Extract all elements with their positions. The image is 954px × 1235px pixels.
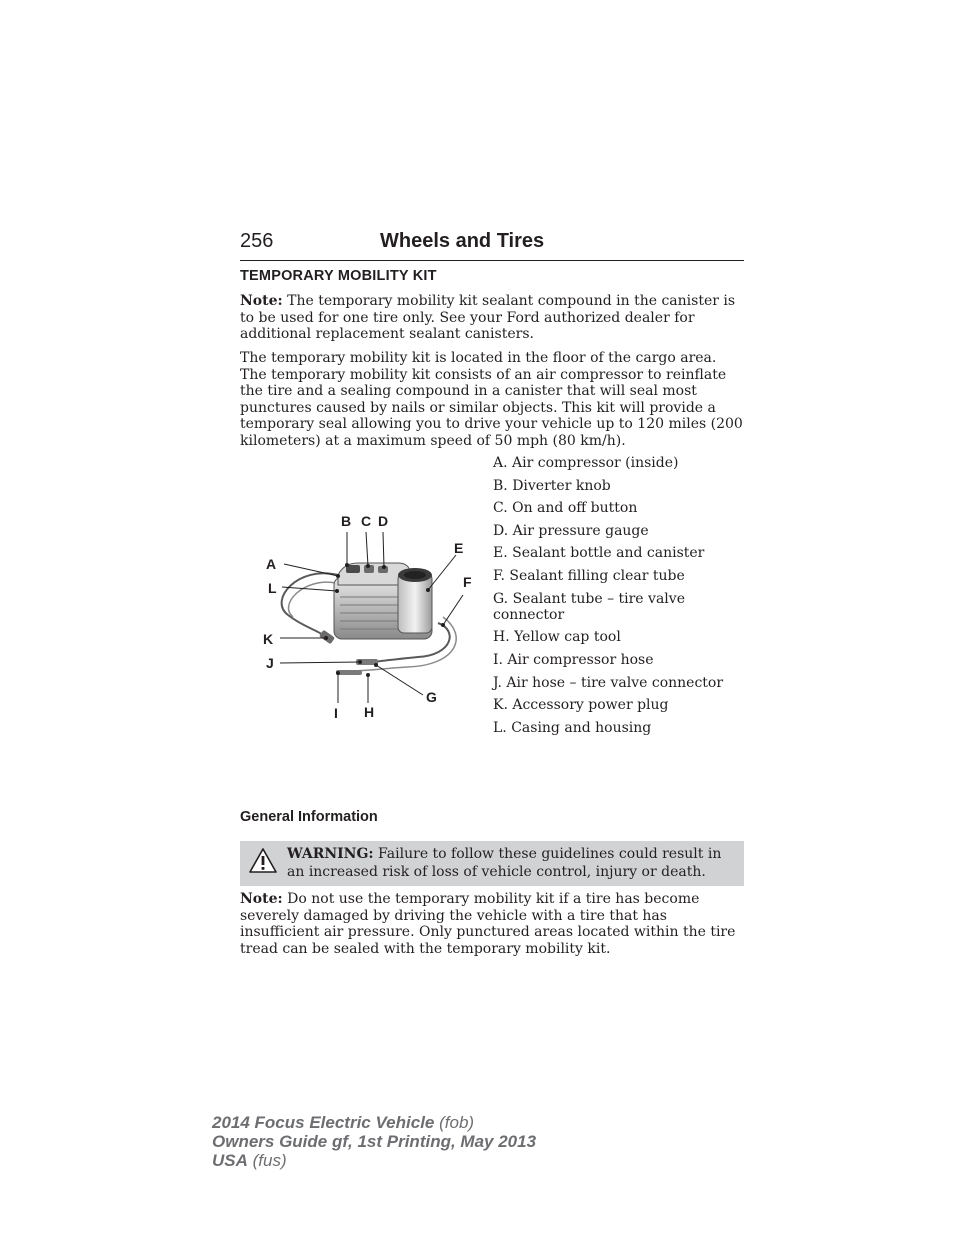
callout-d: D <box>378 513 389 529</box>
callout-l: L <box>268 580 277 596</box>
warning-label: WARNING: <box>287 846 374 862</box>
legend-item: E. Sealant bottle and canister <box>493 545 705 561</box>
section-title: TEMPORARY MOBILITY KIT <box>240 268 437 284</box>
legend-item: L. Casing and housing <box>493 720 652 736</box>
warning-body: Failure to follow these guidelines could result in an increased risk of loss of vehicle control, injury or death. <box>287 846 722 880</box>
callout-k: K <box>263 631 274 647</box>
note-damage <box>240 891 744 957</box>
note-sealant <box>240 293 744 343</box>
legend-item: C. On and off button <box>493 500 638 516</box>
note-text: Do not use the temporary mobility kit if a tire has become severely damaged by driving the vehicle with a tire that has insufficient air pressure. Only punctured areas located within the tire tread can be sealed with the temporary mobility kit. <box>240 891 736 957</box>
callout-a: A <box>266 556 277 572</box>
footer-line-2: Owners Guide gf, 1st Printing, May 2013 <box>212 1132 537 1151</box>
footer-model: 2014 Focus Electric Vehicle <box>212 1113 435 1132</box>
callout-i: I <box>334 705 338 720</box>
callout-c: C <box>361 513 372 529</box>
footer-market-code: (fus) <box>252 1151 287 1170</box>
legend-item: A. Air compressor (inside) <box>493 455 679 471</box>
footer-line-3 <box>212 1151 536 1170</box>
legend-item: I. Air compressor hose <box>493 652 654 668</box>
page-footer <box>212 1113 536 1170</box>
callout-g: G <box>426 689 437 705</box>
chapter-title: Wheels and Tires <box>380 230 545 252</box>
footer-line-1 <box>212 1113 536 1132</box>
warning-box <box>240 841 744 886</box>
warning-triangle-icon <box>248 847 278 875</box>
legend-item: K. Accessory power plug <box>493 697 669 713</box>
footer-market: USA <box>212 1151 248 1170</box>
subsection-title: General Information <box>240 809 378 825</box>
kit-description: The temporary mobility kit is located in the floor of the cargo area. The temporary mobility kit consists of an air compressor to reinflate the tire and a sealing compound in a canister that will seal most punctures caused by nails or similar objects. This kit will provide a temporary seal allowing you to drive your vehicle up to 120 miles (200 kilometers) at a maximum speed of 50 mph (80 km/h). <box>240 350 743 449</box>
note-label: Note: <box>240 293 283 309</box>
callout-e: E <box>454 540 464 556</box>
legend-item: B. Diverter knob <box>493 478 611 494</box>
mobility-kit-illustration <box>258 505 480 720</box>
legend-item: J. Air hose – tire valve connector <box>493 675 724 691</box>
note-text: The temporary mobility kit sealant compound in the canister is to be used for one tire only. See your Ford authorized dealer for additional replacement sealant canisters. <box>240 293 736 343</box>
footer-model-code: (fob) <box>439 1113 475 1132</box>
legend-item: G. Sealant tube – tire valve connector <box>493 591 685 623</box>
callout-j: J <box>266 655 274 671</box>
warning-text <box>287 845 737 881</box>
page-header <box>240 228 744 261</box>
callout-f: F <box>463 574 472 590</box>
page-number: 256 <box>240 230 274 252</box>
note-label: Note: <box>240 891 283 907</box>
callout-h: H <box>364 704 375 720</box>
legend-item: F. Sealant filling clear tube <box>493 568 685 584</box>
legend-item: D. Air pressure gauge <box>493 523 649 539</box>
callout-b: B <box>341 513 352 529</box>
legend-item: H. Yellow cap tool <box>493 629 621 645</box>
